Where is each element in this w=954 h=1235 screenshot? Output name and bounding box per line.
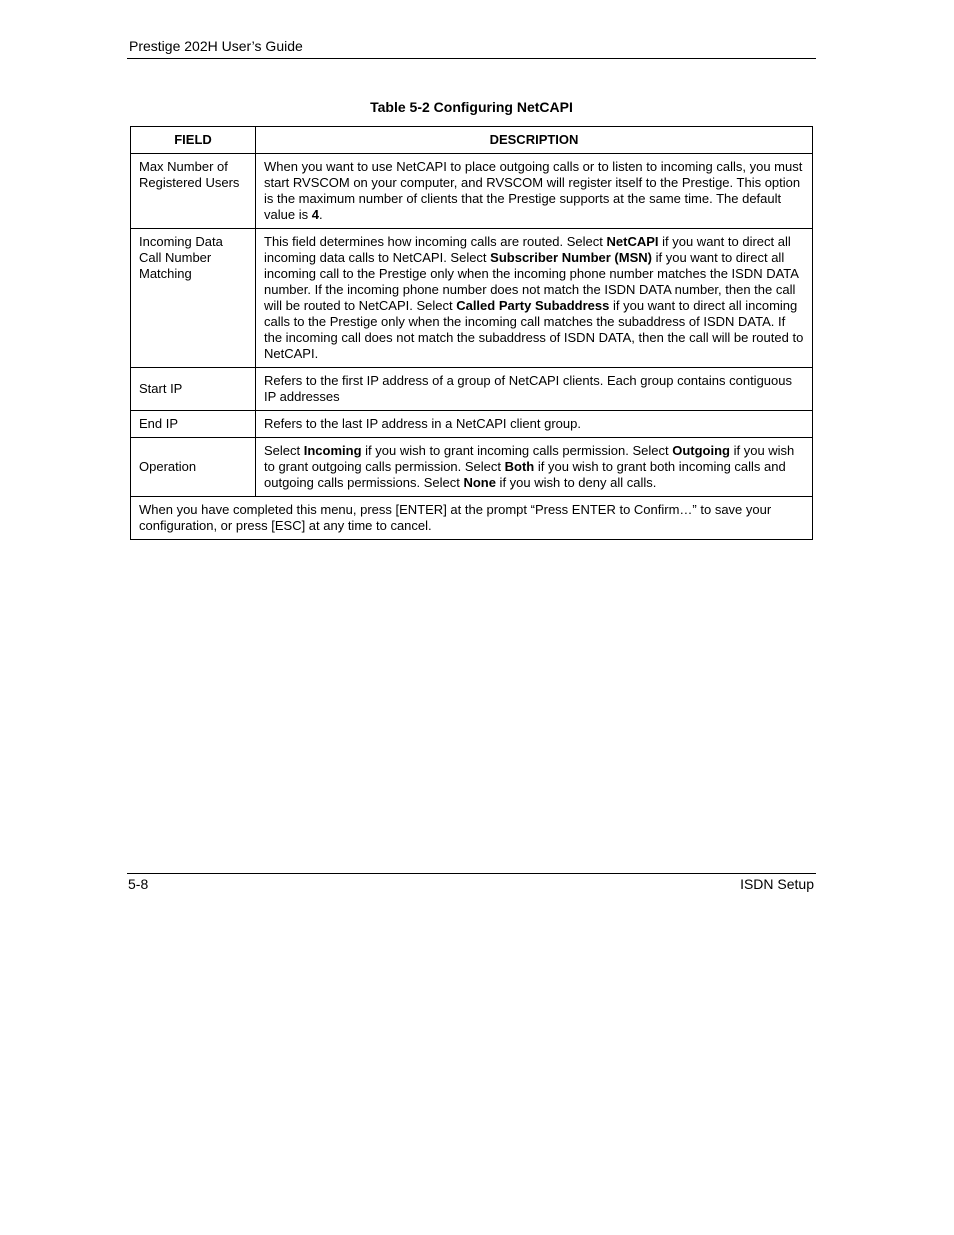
field-name-cell: Start IP <box>131 368 256 411</box>
bold-term: Outgoing <box>672 443 730 458</box>
table-row <box>131 154 813 229</box>
bold-term: None <box>463 475 496 490</box>
running-header-title: Prestige 202H User’s Guide <box>129 38 303 54</box>
header-rule <box>127 58 816 59</box>
bold-term: NetCAPI <box>606 234 659 249</box>
table-caption: Table 5-2 Configuring NetCAPI <box>370 99 573 115</box>
bold-term: 4 <box>311 207 319 222</box>
field-name-cell: Max Number of Registered Users <box>131 154 256 229</box>
table-row <box>131 368 813 411</box>
section-name: ISDN Setup <box>740 876 814 892</box>
bold-term: Subscriber Number (MSN) <box>490 250 652 265</box>
description-cell: This field determines how incoming calls are routed. Select NetCAPI if you want to direct all incoming data calls to NetCAPI. Select Subscriber Number (MSN) if you want to direct all incoming call to the Prestige only when the incoming phone number matches the ISDN DATA number. If the incoming phone number does not match the ISDN DATA number, then the call will be routed to NetCAPI. Select Called Party Subaddress if you want to direct all incoming calls to the Prestige only when the incoming call matches the subaddress of ISDN DATA. If the incoming call does not match the subaddress of ISDN DATA, then the call will be routed to NetCAPI. <box>256 229 813 368</box>
bold-term: Both <box>504 459 535 474</box>
bold-term: Incoming <box>303 443 362 458</box>
table-row <box>131 229 813 368</box>
bold-term: Called Party Subaddress <box>456 298 610 313</box>
description-column-header: DESCRIPTION <box>256 127 813 154</box>
table-note-row <box>131 497 813 540</box>
table-note: When you have completed this menu, press [ENTER] at the prompt “Press ENTER to Confirm…” to save your configuration, or press [ESC] at any time to cancel. <box>131 497 813 540</box>
description-cell: When you want to use NetCAPI to place outgoing calls or to listen to incoming calls, you must start RVSCOM on your computer, and RVSCOM will register itself to the Prestige. This option is the maximum number of clients that the Prestige supports at the same time. The default value is 4. <box>256 154 813 229</box>
field-name-cell: Incoming Data Call Number Matching <box>131 229 256 368</box>
field-name-cell: End IP <box>131 411 256 438</box>
description-cell: Select Incoming if you wish to grant incoming calls permission. Select Outgoing if you wish to grant outgoing calls permission. Select Both if you wish to grant both incoming calls and outgoing calls permissions. Select None if you wish to deny all calls. <box>256 438 813 497</box>
page-number: 5-8 <box>128 876 149 892</box>
description-cell: Refers to the first IP address of a group of NetCAPI clients. Each group contains contiguous IP addresses <box>256 368 813 411</box>
table-header-row <box>131 127 813 154</box>
field-name-cell: Operation <box>131 438 256 497</box>
footer-rule <box>127 873 816 874</box>
table-row <box>131 438 813 497</box>
netcapi-config-table <box>130 126 813 540</box>
description-cell: Refers to the last IP address in a NetCAPI client group. <box>256 411 813 438</box>
table-row <box>131 411 813 438</box>
field-column-header: FIELD <box>131 127 256 154</box>
